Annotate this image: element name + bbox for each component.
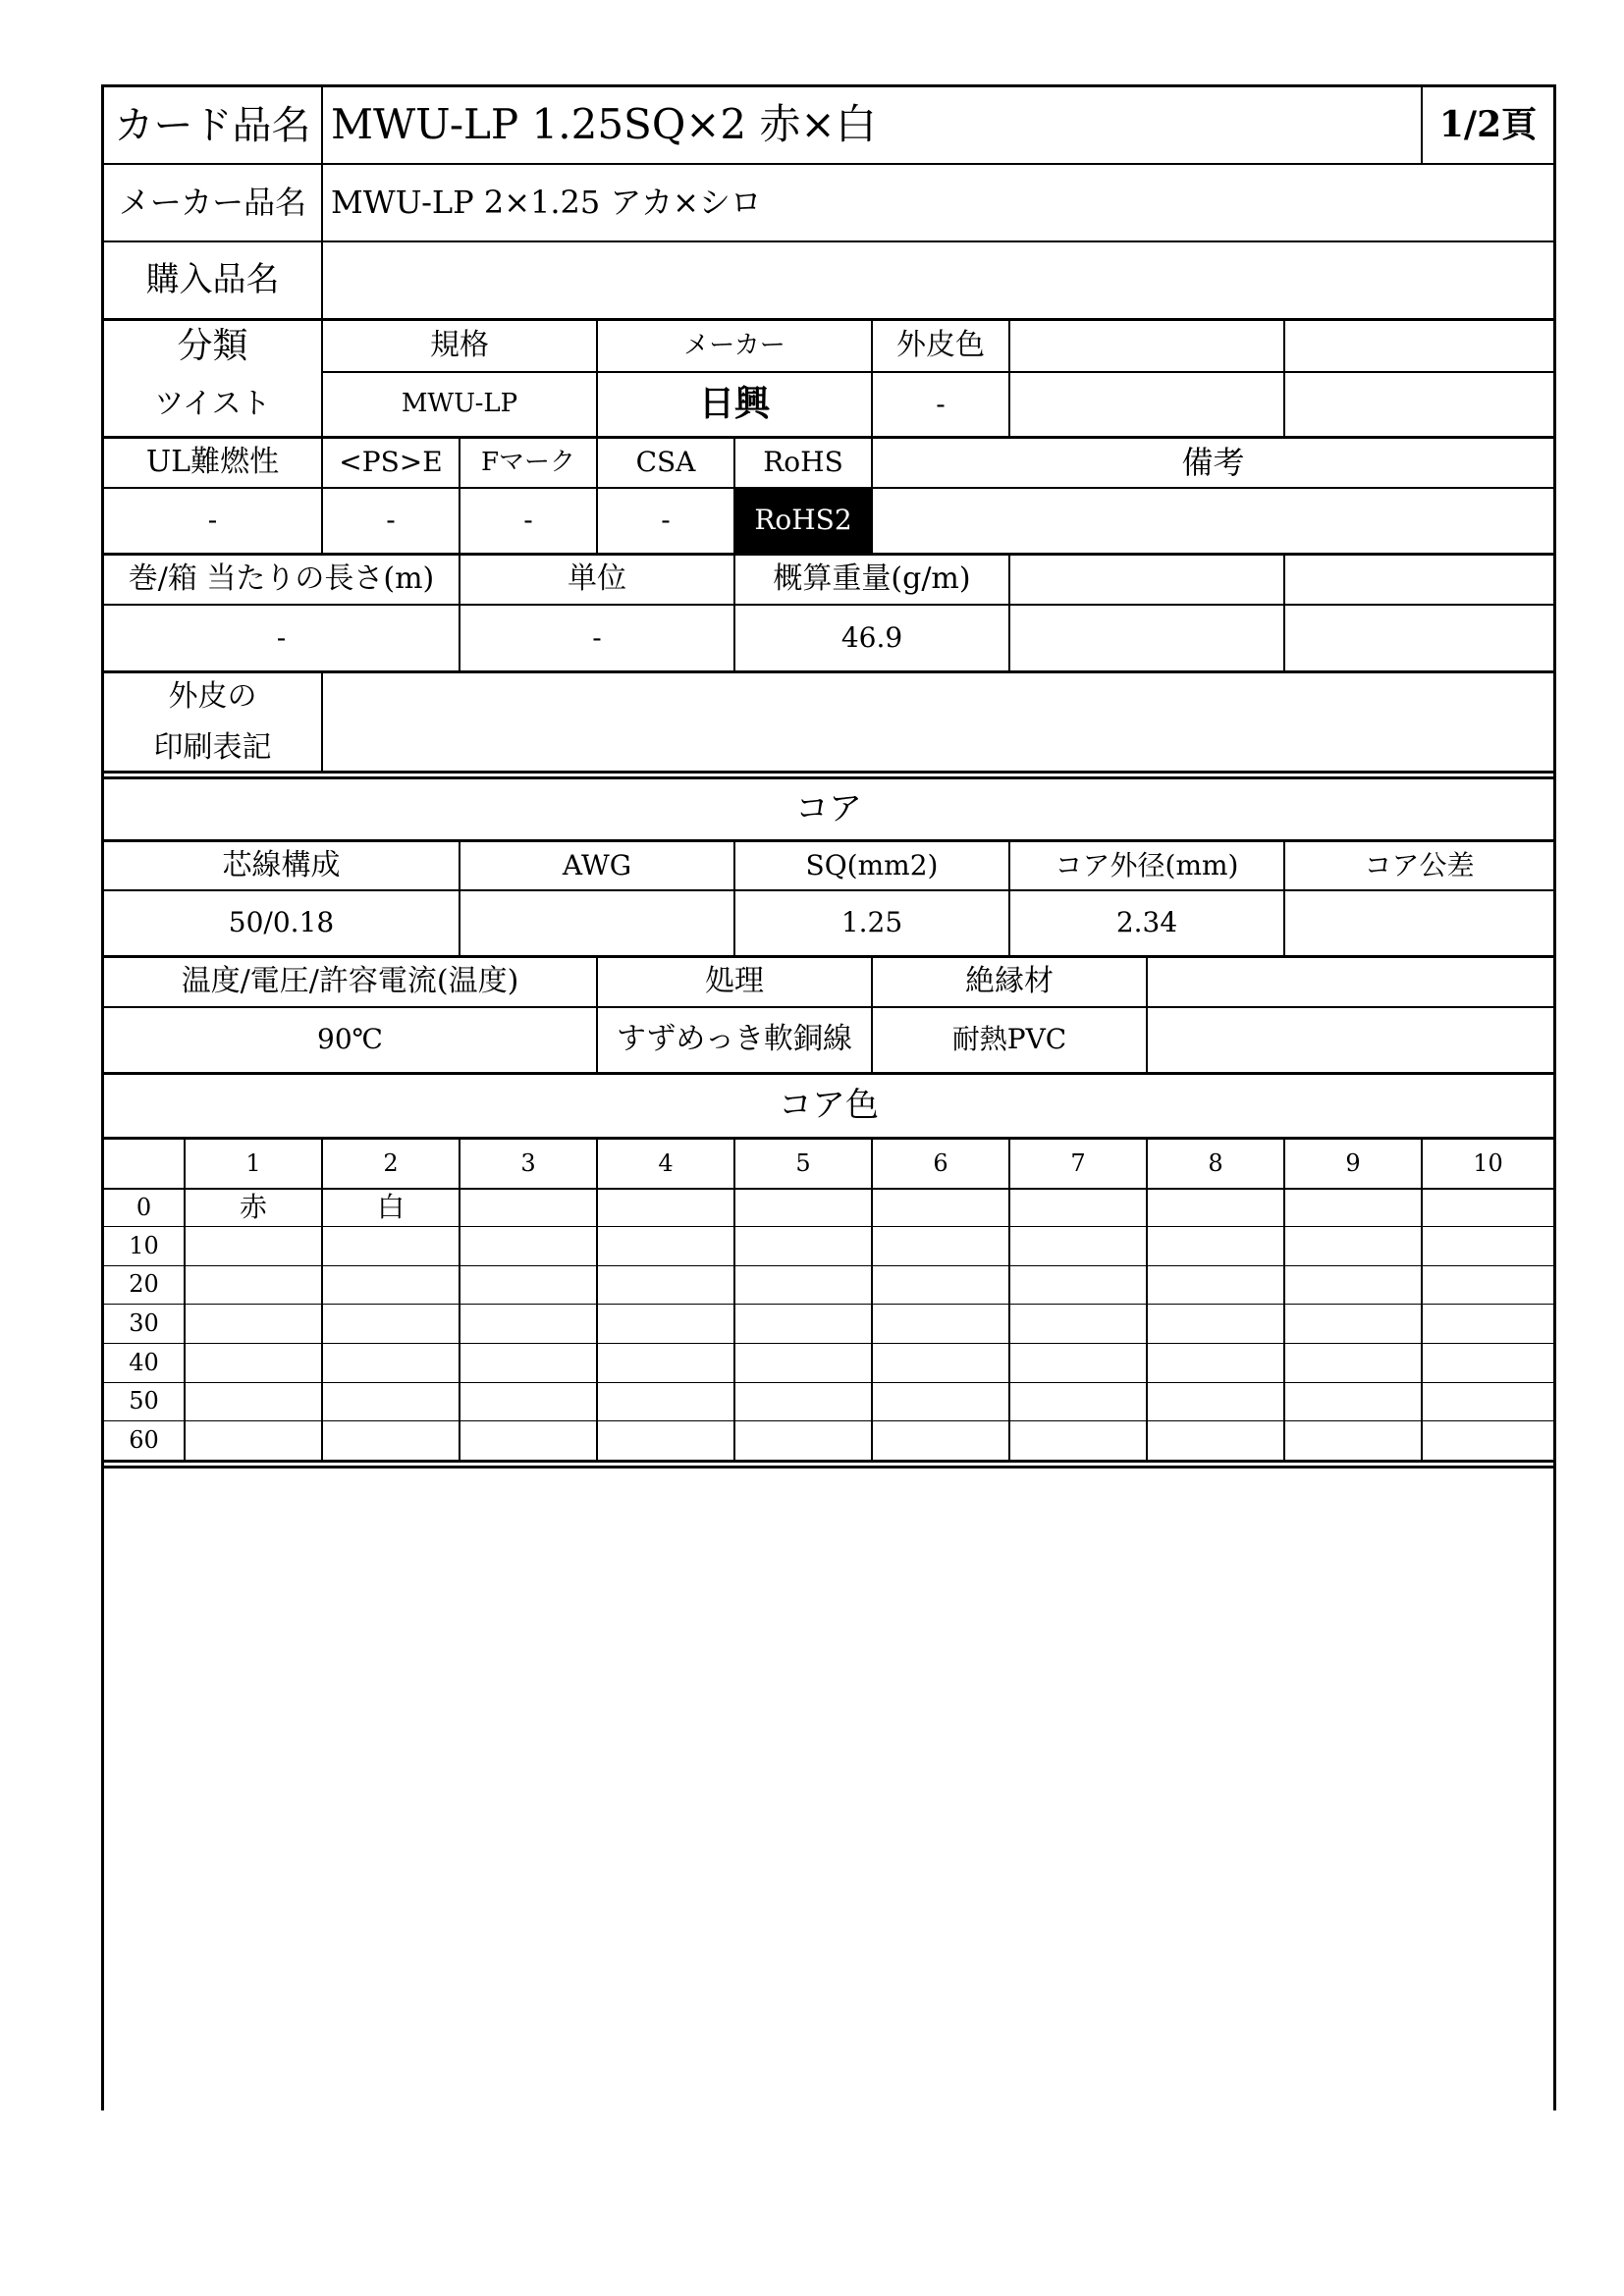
color-column-header: 9 <box>1345 1148 1361 1177</box>
frame-right <box>1553 84 1556 2110</box>
color-column-header: 3 <box>520 1148 536 1177</box>
card-name-label: カード品名 <box>114 102 311 148</box>
treatment-value: すずめっき軟銅線 <box>617 1022 852 1057</box>
ul-label: UL難燃性 <box>145 445 280 480</box>
color-column-header: 7 <box>1070 1148 1086 1177</box>
color-cell: 赤 <box>239 1191 267 1224</box>
conductor-composition-label: 芯線構成 <box>222 847 341 882</box>
core-tolerance-label: コア公差 <box>1364 848 1475 881</box>
color-column-header: 4 <box>658 1148 674 1177</box>
print-marking-label-line2: 印刷表記 <box>153 729 272 765</box>
maker-name-label: メーカー品名 <box>118 184 307 222</box>
jacket-color-value: - <box>936 387 946 420</box>
maker-value: 日興 <box>698 383 770 425</box>
unit-label: 単位 <box>568 561 626 597</box>
color-row-label: 20 <box>129 1270 159 1299</box>
length-per-reel-label: 巻/箱 当たりの長さ(m) <box>128 561 435 597</box>
rule <box>101 1460 1556 1463</box>
unit-value: - <box>592 620 602 654</box>
core-od-label: コア外径(mm) <box>1055 848 1239 881</box>
rule <box>101 1304 1556 1305</box>
maker-name-value: MWU-LP 2×1.25 アカ×シロ <box>331 184 762 222</box>
weight-label: 概算重量(g/m) <box>773 561 971 597</box>
card-name-value: MWU-LP 1.25SQ×2 赤×白 <box>331 100 877 149</box>
fmark-value: - <box>523 504 533 537</box>
color-column-header: 10 <box>1473 1148 1503 1177</box>
csa-label: CSA <box>635 446 696 479</box>
awg-value <box>460 891 733 955</box>
weight-value: 46.9 <box>840 620 903 654</box>
rule <box>101 1265 1556 1266</box>
page-number: 1/2頁 <box>1438 103 1538 145</box>
rule <box>1008 318 1010 436</box>
awg-label: AWG <box>562 848 632 881</box>
maker-label: メーカー <box>683 330 785 360</box>
insulation-value: 耐熱PVC <box>951 1023 1067 1056</box>
pse-label: <PS>E <box>339 446 443 479</box>
remarks-value <box>873 489 1553 553</box>
print-marking-label-line1: 外皮の <box>168 678 257 714</box>
temperature-value: 90℃ <box>317 1023 383 1056</box>
rohs-badge: RoHS2 <box>735 489 871 553</box>
purchase-name-value <box>323 242 1553 318</box>
pse-value: - <box>386 504 396 537</box>
rule <box>101 1343 1556 1344</box>
color-row-label: 10 <box>129 1231 159 1259</box>
print-marking-label <box>104 673 321 771</box>
print-marking-value <box>323 673 1553 771</box>
rule <box>1008 553 1010 670</box>
color-row-label: 40 <box>129 1348 159 1376</box>
insulation-label: 絶縁材 <box>965 964 1054 999</box>
notes-area <box>104 1468 1553 2097</box>
rule <box>101 1382 1556 1383</box>
standard-label: 規格 <box>430 328 489 363</box>
ul-value: - <box>207 504 218 537</box>
rule <box>1146 955 1148 1072</box>
remarks-label: 備考 <box>1181 444 1245 482</box>
rule <box>1283 318 1285 436</box>
rule <box>101 1226 1556 1227</box>
color-column-header: 5 <box>795 1148 811 1177</box>
length-per-reel-value: - <box>276 620 287 654</box>
standard-value: MWU-LP <box>401 389 518 419</box>
core-od-value: 2.34 <box>1115 906 1178 939</box>
color-column-header: 1 <box>245 1148 261 1177</box>
core-tolerance-value <box>1285 891 1553 955</box>
color-row-label: 60 <box>129 1425 159 1454</box>
rule <box>1283 553 1285 670</box>
color-row-label: 50 <box>129 1387 159 1415</box>
sq-value: 1.25 <box>840 906 903 939</box>
category-label: 分類 <box>177 325 248 366</box>
jacket-color-label: 外皮色 <box>896 328 985 363</box>
color-column-header: 6 <box>933 1148 948 1177</box>
color-row-label: 30 <box>129 1308 159 1337</box>
rule <box>101 1420 1556 1421</box>
csa-value: - <box>661 504 671 537</box>
color-row-label: 0 <box>135 1193 152 1221</box>
color-cell: 白 <box>376 1191 405 1224</box>
color-column-header: 8 <box>1208 1148 1223 1177</box>
color-column-header: 2 <box>383 1148 399 1177</box>
rohs-label: RoHS <box>763 446 843 479</box>
fmark-label: Fマーク <box>480 447 576 477</box>
category-value: ツイスト <box>154 386 271 421</box>
sq-label: SQ(mm2) <box>805 848 939 881</box>
temperature-label: 温度/電圧/許容電流(温度) <box>181 964 519 999</box>
core-color-section-title: コア色 <box>779 1085 879 1125</box>
rule <box>101 771 1556 774</box>
core-section-title: コア <box>795 788 862 828</box>
purchase-name-label: 購入品名 <box>145 259 280 299</box>
conductor-composition-value: 50/0.18 <box>228 906 335 939</box>
treatment-label: 処理 <box>705 964 764 999</box>
